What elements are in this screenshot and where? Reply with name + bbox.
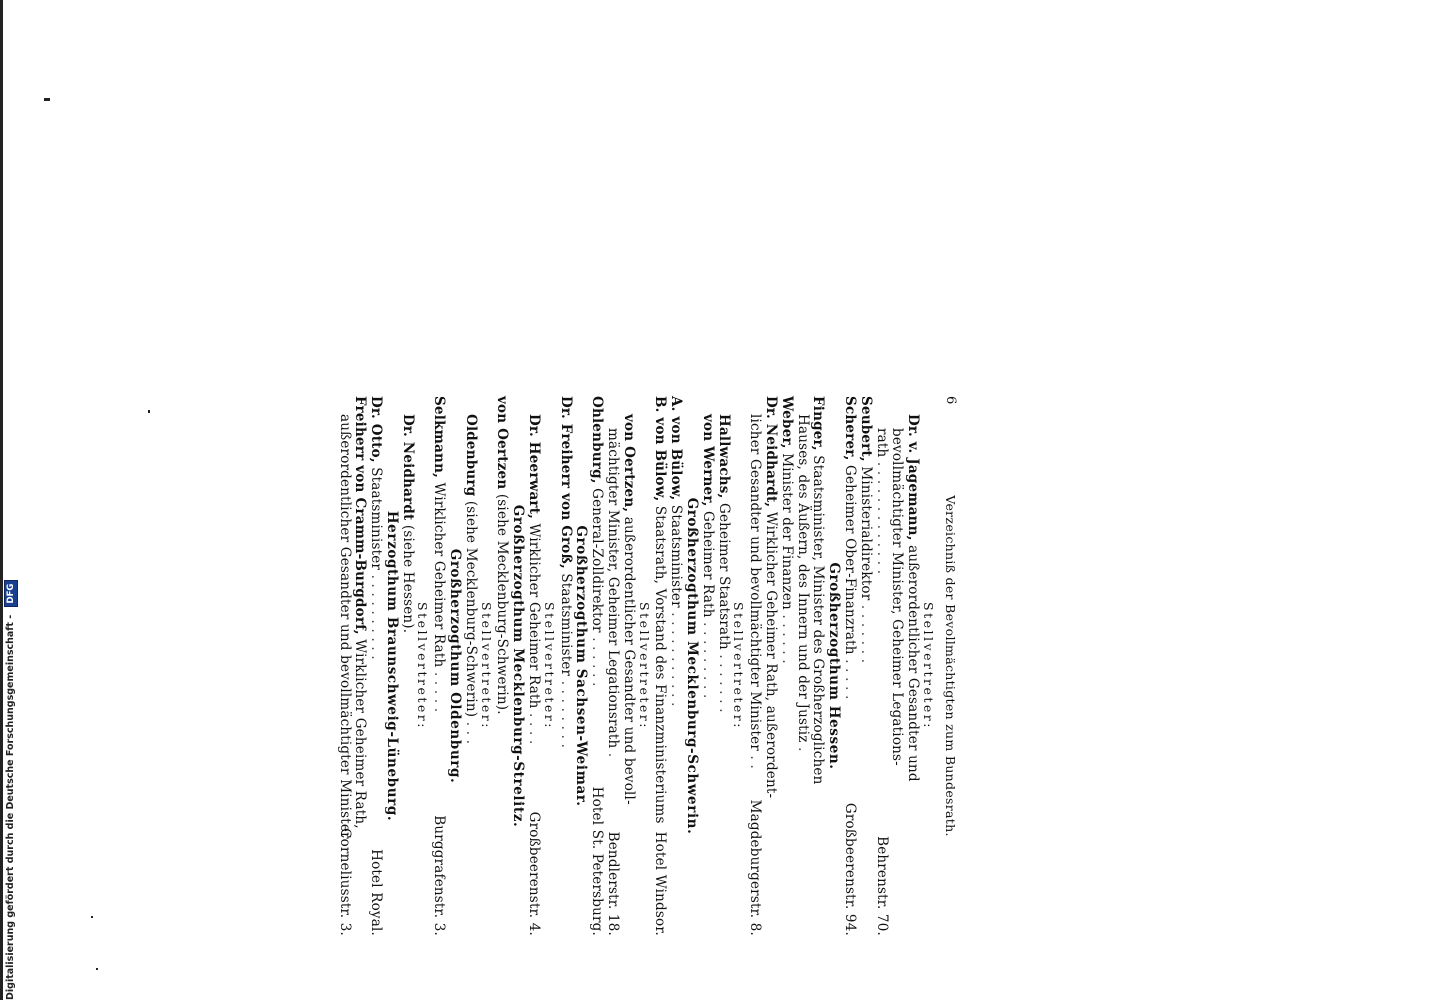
deputies-label: Stellvertreter: [478, 602, 494, 730]
entry-line [873, 396, 889, 936]
person-name: Weber, [778, 396, 795, 449]
scan-speck [148, 410, 150, 413]
leader-dots: . . . . . . . . [557, 680, 574, 749]
leader-dots: . . . . . [842, 659, 859, 700]
person-name: Seubert, [857, 396, 874, 462]
address: Hotel Windsor. [652, 831, 669, 936]
entry-text [762, 396, 778, 798]
entry-text [794, 396, 810, 752]
person-name: Hallwachs, [715, 414, 732, 499]
person-name: Ohlenburg, [589, 396, 606, 484]
entry-description: Wirklicher Geheimer Rath, außerordent- [763, 507, 780, 799]
scan-speck [44, 98, 50, 101]
entry-text [904, 396, 920, 782]
address: Burggrafenstr. 3. [431, 815, 448, 936]
section-heading: Großherzogthum Mecklenburg-Strelitz. [510, 504, 527, 828]
entry-description: rath [873, 428, 890, 458]
entry-text [336, 396, 352, 839]
entry-line [889, 396, 905, 936]
entry-line [352, 396, 368, 936]
leader-dots: . . . . . . [778, 614, 795, 664]
deputies-label: Stellvertreter: [636, 602, 652, 730]
dfg-logo-icon: DFG [4, 580, 18, 608]
person-name: von Oertzen, [620, 414, 637, 513]
entry-line [525, 396, 541, 936]
entry-description: bevollmächtigter Minister, Geheimer Legations- [889, 428, 906, 766]
entry-line [620, 396, 636, 936]
person-name: Oldenburg [462, 414, 479, 497]
entry-line [762, 396, 778, 936]
entry-text [778, 396, 794, 664]
entry-description: Geheimer Staatsrath [715, 498, 732, 650]
leader-dots: . . . . [526, 713, 543, 745]
entry-line [667, 396, 683, 936]
entry-description: Geheimer Rath [699, 506, 716, 618]
entry-line [399, 396, 415, 936]
section-heading: Herzogthum Braunschweig-Lüneburg. [383, 510, 400, 822]
leader-dots: . . . . . . . [857, 604, 874, 664]
entry-description: Hauses, des Äußern, des Innern und der Justiz [794, 414, 811, 743]
address: Corneliusstr. 3. [336, 828, 353, 936]
entry-line [904, 396, 920, 936]
entry-text [557, 396, 573, 748]
person-name: Dr. v. Jagemann, [905, 414, 922, 541]
entry-text [367, 396, 383, 660]
entry-line [557, 396, 573, 936]
entry-text [810, 396, 826, 785]
page-number: 6 [943, 396, 958, 405]
deputies-label: Stellvertreter: [541, 602, 557, 730]
entry-text [857, 396, 873, 663]
leader-dots: . . . [462, 721, 479, 745]
leader-dots: . . . . . . . . . . . . . [873, 461, 890, 575]
leader-dots: . . . . . . . [715, 654, 732, 713]
section-heading: Großherzogthum Sachsen-Weimar. [573, 525, 590, 807]
entry-description: außerordentlicher Gesandter und bevollmächtigter Minister [336, 414, 353, 839]
entry-description: Staatsrath, Vorstand des Finanzministeriums [652, 501, 669, 824]
leader-dots: . . . . . . . . . . . [668, 612, 685, 707]
person-name: Dr. Freiherr von Groß, [557, 396, 574, 569]
entry-description: General-Zolldirektor [589, 483, 606, 633]
address: Magdeburgerstr. 8. [747, 799, 764, 936]
entry-text [841, 396, 857, 700]
text-body [336, 396, 936, 936]
entry-line [604, 396, 620, 936]
address: Großbeerenstr. 94. [842, 802, 859, 936]
deputies-label: Stellvertreter: [921, 602, 936, 730]
entry-description: Staatsminister [368, 462, 385, 571]
address: Hotel Royal. [368, 849, 385, 936]
person-name: Dr. Neidhardt [399, 414, 416, 521]
section-heading: Großherzogthum Mecklenburg-Schwerin. [684, 497, 701, 835]
entry-description: außerordentlicher Gesandter und bevoll- [620, 512, 637, 805]
deputies-label: Stellvertreter: [415, 602, 431, 730]
scan-speck [91, 916, 93, 918]
entry-line [652, 396, 668, 936]
entry-line [778, 396, 794, 936]
leader-dots: . . . . . . [589, 637, 606, 687]
entry-description: (siehe Hessen). [399, 520, 416, 634]
entry-description: Minister der Finanzen [778, 448, 795, 610]
address: Bendlerstr. 18. [605, 831, 622, 936]
leader-dots: . [605, 752, 622, 758]
entry-description: Geheimer Ober-Finanzrath [842, 460, 859, 655]
entry-line [462, 396, 478, 936]
entry-line [841, 396, 857, 936]
entry-description: Staatsminister [557, 568, 574, 677]
entry-text [494, 396, 510, 715]
entry-text [746, 396, 762, 769]
entry-description: außerordentlicher Gesandter und [905, 540, 922, 782]
entry-line [746, 396, 762, 936]
entry-text [604, 396, 620, 757]
entry-line [715, 396, 731, 936]
entry-description: Staatsminister, Minister des Großherzoglichen [810, 450, 827, 785]
person-name: von Oertzen [494, 396, 511, 490]
entry-text [873, 396, 889, 574]
address: Hotel St. Petersburg. [589, 786, 606, 936]
entry-text [667, 396, 683, 707]
entry-line [857, 396, 873, 936]
entry-description: (siehe Mecklenburg-Schwerin). [494, 489, 511, 715]
entry-description: Wirklicher Geheimer Rath, [352, 634, 369, 829]
person-name: Freiherr von Cramm-Burgdorf, [352, 396, 369, 635]
person-name: Selkmann, [431, 396, 448, 478]
leader-dots: . [794, 747, 811, 752]
entry-description: Wirklicher Geheimer Rath [431, 477, 448, 668]
entry-text [352, 396, 368, 829]
footer-text: Digitalisierung gefördert durch die Deutsche Forschungsgemeinschaft - [5, 614, 16, 1000]
entry-description: mächtigter Minister, Geheimer Legationsrath [605, 428, 622, 749]
entry-text [525, 396, 541, 744]
page-header [936, 396, 958, 936]
scan-speck [96, 968, 98, 970]
deputies-label: Stellvertreter: [731, 602, 747, 730]
person-name: A. von Bülow, [668, 396, 685, 501]
person-name: Dr. Otto, [368, 396, 385, 463]
entry-text [620, 396, 636, 805]
entry-line [699, 396, 715, 936]
footer-credit [3, 583, 19, 1000]
entry-text [715, 396, 731, 713]
entry-text [431, 396, 447, 712]
leader-dots: . . [747, 755, 764, 769]
section-heading: Großherzogthum Oldenburg. [447, 548, 464, 784]
entry-text [699, 396, 715, 698]
entry-line [810, 396, 826, 936]
section-heading: Großherzogthum Hessen. [826, 562, 843, 770]
entry-text [889, 396, 905, 766]
entry-description: Staatsminister [668, 500, 685, 608]
entry-description: (siehe Mecklenburg-Schwerin) [462, 496, 479, 718]
entry-description: licher Gesandter und bevollmächtigter Minister [747, 414, 764, 752]
leader-dots: . . . . . . . . . . [368, 574, 385, 660]
entry-text [652, 396, 668, 824]
entry-description: Ministerialdirektor [857, 461, 874, 601]
address: Behrenstr. 70. [873, 836, 890, 936]
leader-dots: . . . . . . . . . [699, 622, 716, 699]
person-name: Dr. Heerwart, [526, 414, 543, 520]
address: Großbeerenstr. 4. [526, 811, 543, 936]
entry-text [399, 396, 415, 633]
entry-line [367, 396, 383, 936]
entry-line [494, 396, 510, 936]
person-name: Scherer, [842, 396, 859, 461]
person-name: B. von Bülow, [652, 396, 669, 502]
entry-line [431, 396, 447, 936]
entry-text [462, 396, 478, 744]
entry-line [794, 396, 810, 936]
person-name: Dr. Neidhardt, [763, 396, 780, 508]
entry-text [588, 396, 604, 687]
leader-dots: . . . . . [431, 671, 448, 713]
entry-line [336, 396, 352, 936]
running-title: Verzeichniß der Bevollmächtigten zum Bundesrath. [943, 495, 958, 837]
person-name: von Werner, [699, 414, 716, 507]
document-page [336, 396, 958, 936]
person-name: Finger, [810, 396, 827, 451]
entry-description: Wirklicher Geheimer Rath [526, 519, 543, 709]
entry-line [588, 396, 604, 936]
